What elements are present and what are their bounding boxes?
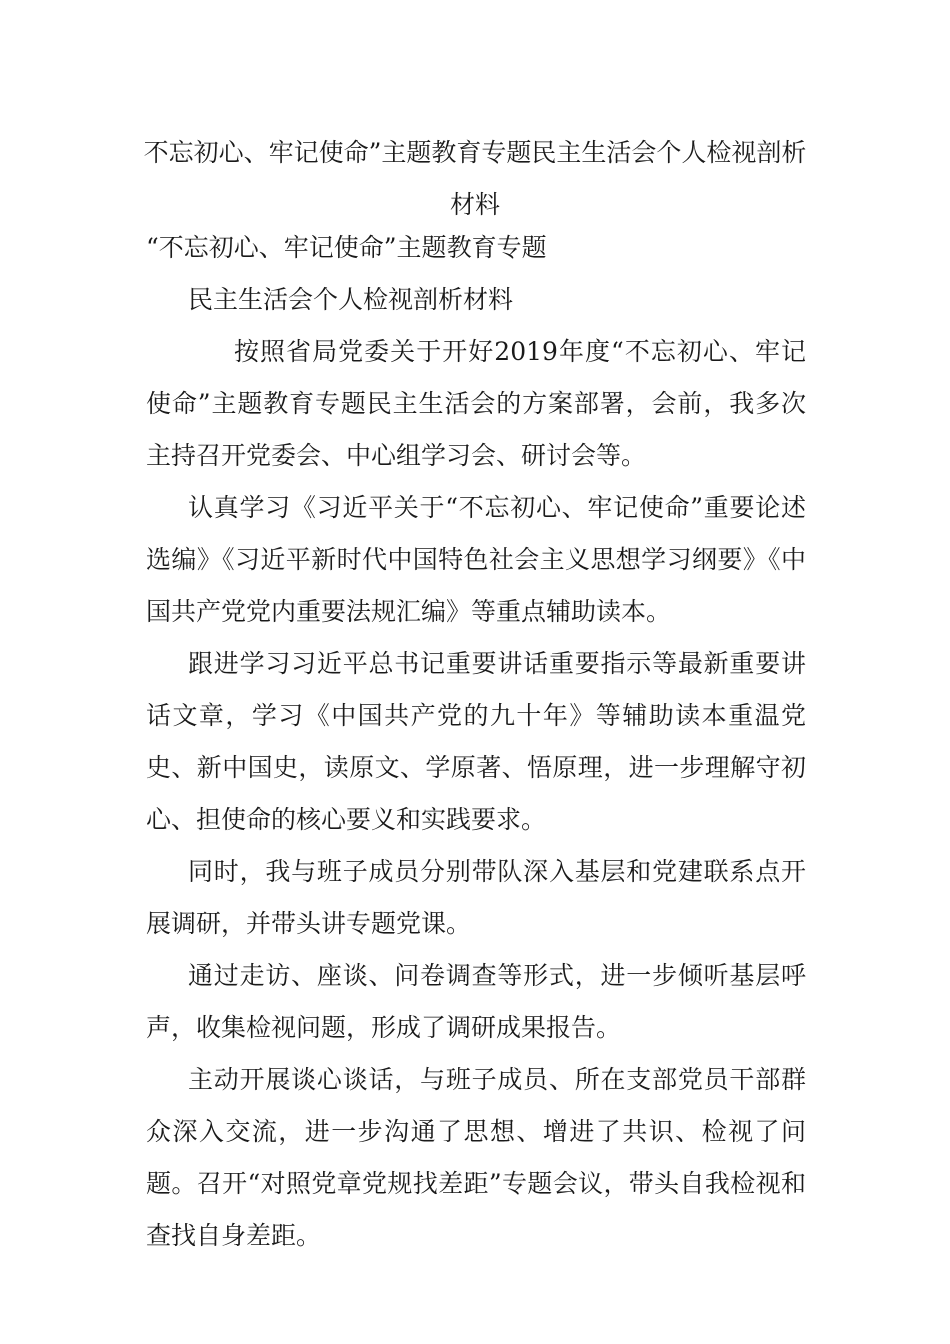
- paragraph: 通过走访、座谈、问卷调查等形式，进一步倾听基层呼声，收集检视问题，形成了调研成果报告。: [146, 961, 806, 1042]
- document-title: 不忘初心、牢记使命”主题教育专题民主生活会个人检视剖析材料: [143, 138, 807, 219]
- paragraph: 跟进学习习近平总书记重要讲话重要指示等最新重要讲话文章，学习《中国共产党的九十年》等辅助读本重温党史、新中国史，读原文、学原著、悟原理，进一步理解守初心、担使命的核心要义和实践要求。: [146, 649, 806, 834]
- paragraph: 同时，我与班子成员分别带队深入基层和党建联系点开展调研，并带头讲专题党课。: [146, 857, 806, 938]
- paragraph: 认真学习《习近平关于“不忘初心、牢记使命”重要论述选编》《习近平新时代中国特色社会主义思想学习纲要》《中国共产党党内重要法规汇编》等重点辅助读本。: [146, 493, 806, 626]
- paragraph: 主动开展谈心谈话，与班子成员、所在支部党员干部群众深入交流，进一步沟通了思想、增进了共识、检视了问题。召开“对照党章党规找差距”专题会议，带头自我检视和查找自身差距。: [146, 1065, 806, 1250]
- subtitle-line-2: 民主生活会个人检视剖析材料: [188, 285, 514, 314]
- document-body: [146, 222, 806, 1262]
- subtitle-line-1: “不忘初心、牢记使命”主题教育专题: [146, 233, 547, 262]
- paragraph: 按照省局党委关于开好2019年度“不忘初心、牢记使命”主题教育专题民主生活会的方案部署，会前，我多次主持召开党委会、中心组学习会、研讨会等。: [146, 337, 806, 470]
